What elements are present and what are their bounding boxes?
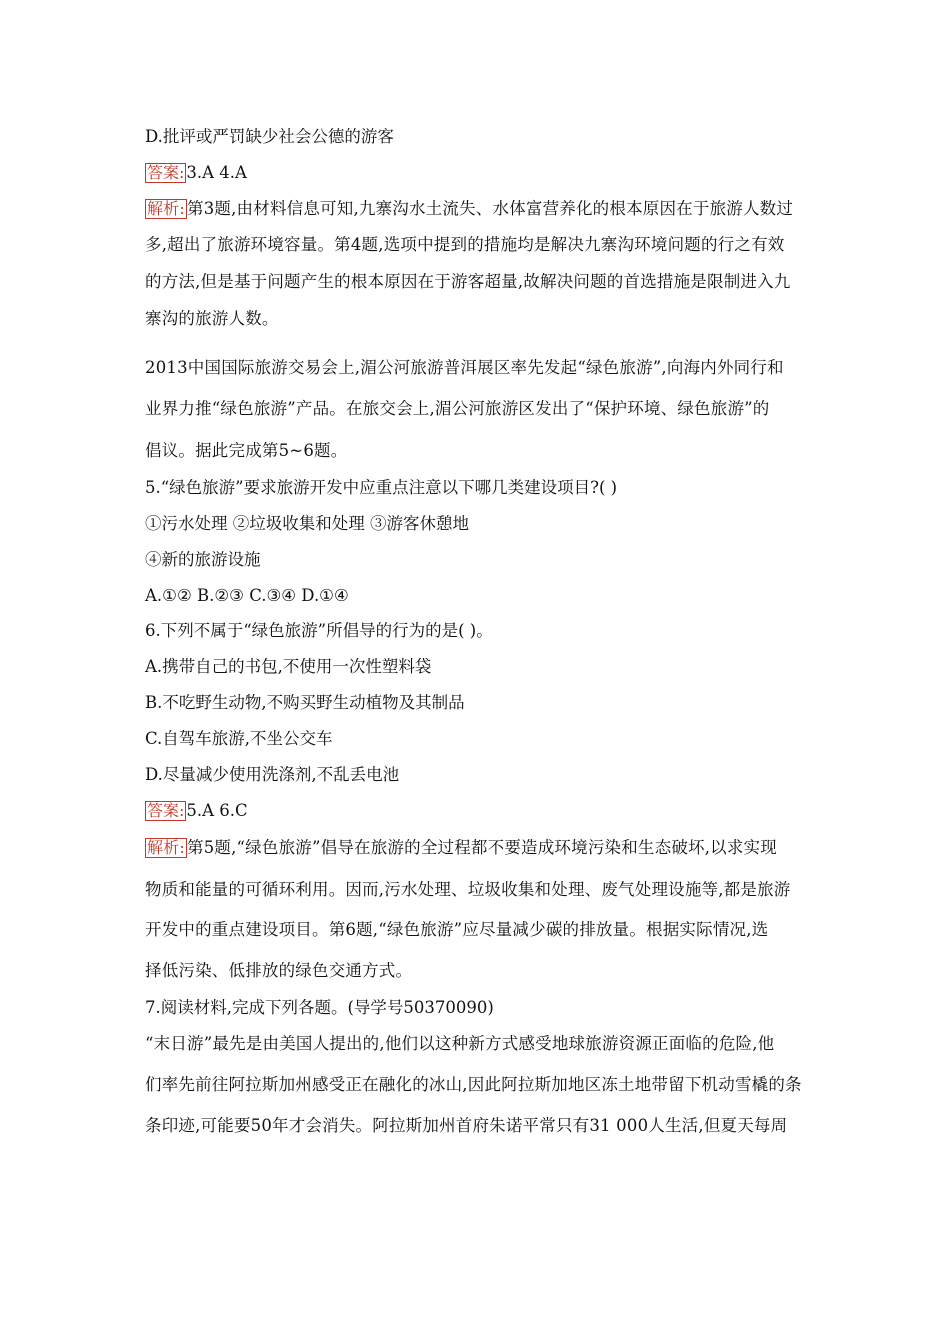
- text-line: 择低污染、低排放的绿色交通方式。: [145, 961, 413, 980]
- analysis-tag: 解析:: [147, 199, 185, 218]
- question-5-items: ④新的旅游设施: [145, 550, 261, 569]
- material-text: 2013中国国际旅游交易会上,湄公河旅游普洱展区率先发起“绿色旅游”,向海内外同行和: [145, 358, 784, 377]
- analysis-tag: 解析:: [147, 838, 185, 857]
- text-line: 开发中的重点建设项目。第6题,“绿色旅游”应尽量减少碳的排放量。根据实际情况,选: [145, 920, 769, 939]
- question-5-items: ①污水处理 ②垃圾收集和处理 ③游客休憩地: [145, 514, 469, 533]
- text-line: 多,超出了旅游环境容量。第4题,选项中提到的措施均是解决九寨沟环境问题的行之有效: [145, 235, 785, 254]
- question-6-option-a: A.携带自己的书包,不使用一次性塑料袋: [145, 657, 432, 676]
- question-5: 5.“绿色旅游”要求旅游开发中应重点注意以下哪几类建设项目?( ): [145, 478, 618, 497]
- answer-3-4: 答案: 3.A 4.A: [147, 163, 247, 182]
- text-line: 寨沟的旅游人数。: [145, 309, 279, 328]
- question-6: 6.下列不属于“绿色旅游”所倡导的行为的是( )。: [145, 621, 493, 640]
- analysis-5-6: 解析: 第5题,“绿色旅游”倡导在旅游的全过程都不要造成环境污染和生态破坏,以求实现: [147, 838, 777, 857]
- question-6-option-d: D.尽量减少使用洗涤剂,不乱丢电池: [145, 765, 400, 784]
- question-6-option-b: B.不吃野生动物,不购买野生动植物及其制品: [145, 693, 465, 712]
- material-text: 们率先前往阿拉斯加州感受正在融化的冰山,因此阿拉斯加地区冻土地带留下机动雪橇的条: [145, 1075, 802, 1094]
- answer-tag: 答案:: [147, 801, 185, 820]
- question-6-option-c: C.自驾车旅游,不坐公交车: [145, 729, 333, 748]
- material-text: “末日游”最先是由美国人提出的,他们以这种新方式感受地球旅游资源正面临的危险,他: [145, 1034, 775, 1053]
- answer-5-6: 答案: 5.A 6.C: [147, 801, 248, 820]
- material-text: 条印迹,可能要50年才会消失。阿拉斯加州首府朱诺平常只有31 000人生活,但夏天每周: [145, 1116, 788, 1135]
- question-5-options: A.①② B.②③ C.③④ D.①④: [145, 586, 349, 605]
- option-d: D.批评或严罚缺少社会公德的游客: [145, 127, 394, 146]
- answer-tag: 答案:: [147, 163, 185, 182]
- material-text: 业界力推“绿色旅游”产品。在旅交会上,湄公河旅游区发出了“保护环境、绿色旅游”的: [145, 399, 770, 418]
- analysis-3-4: 解析: 第3题,由材料信息可知,九寨沟水土流失、水体富营养化的根本原因在于旅游人数过: [147, 199, 794, 218]
- text-line: 的方法,但是基于问题产生的根本原因在于游客超量,故解决问题的首选措施是限制进入九: [145, 272, 791, 291]
- text-line: 物质和能量的可循环利用。因而,污水处理、垃圾收集和处理、废气处理设施等,都是旅游: [145, 880, 791, 899]
- question-7: 7.阅读材料,完成下列各题。(导学号50370090): [145, 998, 494, 1017]
- material-text: 倡议。据此完成第5~6题。: [145, 441, 348, 460]
